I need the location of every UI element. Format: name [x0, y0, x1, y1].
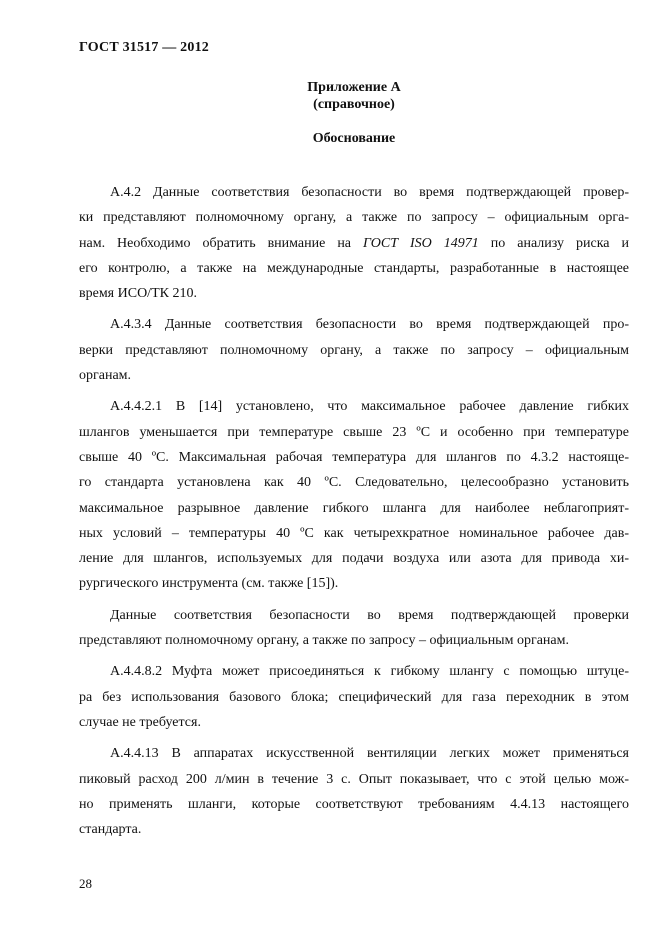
- paragraph-line: шлангов уменьшается при температуре свыше 23 ºС и особенно при температуре: [79, 424, 629, 440]
- paragraph-line: ки представляют полномочному органу, а также по запросу – официальным орга-: [79, 210, 629, 226]
- paragraph: [79, 312, 629, 388]
- paragraph-line: [79, 231, 629, 256]
- paragraph-line: пиковый расход 200 л/мин в течение 3 с. Опыт показывает, что с этой целью мож-: [79, 771, 629, 787]
- paragraph-line: представляют полномочному органу, а также по запросу – официальным органам.: [79, 633, 569, 649]
- page-number: 28: [79, 876, 92, 891]
- paragraph-line: А.4.2 Данные соответствия безопасности во время подтверждающей провер-: [110, 185, 629, 200]
- section-title: Обоснование: [312, 131, 396, 146]
- line-segment: по анализу риска и: [478, 235, 629, 251]
- paragraph: [79, 180, 629, 306]
- paragraph: [79, 394, 629, 596]
- document-code: ГОСТ 31517 — 2012: [79, 40, 209, 55]
- paragraph-line: ление для шлангов, используемых для подачи воздуха или азота для привода хи-: [79, 551, 629, 567]
- paragraph-line: максимальное разрывное давление гибкого шланга для наиболее неблагоприят-: [79, 500, 629, 516]
- paragraph-line: А.4.4.8.2 Муфта может присоединяться к гибкому шлангу с помощью штуце-: [110, 664, 629, 680]
- paragraph: [79, 659, 629, 735]
- standard-reference: ГОСТ ISO 14971: [363, 235, 479, 251]
- paragraph-line: верки представляют полномочному органу, а также по запросу – официальным: [79, 342, 629, 358]
- body-text: [79, 180, 629, 848]
- paragraph-line: го стандарта установлена как 40 ºС. Следовательно, целесообразно установить: [79, 475, 629, 491]
- paragraph-line: органам.: [79, 368, 132, 384]
- paragraph: [79, 741, 629, 842]
- appendix-title: Приложение А: [307, 80, 401, 95]
- paragraph-line: его контролю, а также на международные стандарты, разработанные в настоящее: [79, 260, 629, 276]
- paragraph-line: А.4.4.2.1 В [14] установлено, что максимальное рабочее давление гибких: [110, 399, 629, 415]
- paragraph-line: но применять шланги, которые соответствуют требованиям 4.4.13 настоящего: [79, 796, 629, 812]
- line-segment: нам. Необходимо обратить внимание на: [79, 235, 364, 251]
- paragraph-line: ра без использования базового блока; специфический для газа переходник в этом: [79, 689, 629, 705]
- paragraph: [79, 603, 629, 654]
- paragraph-line: случае не требуется.: [79, 714, 201, 730]
- paragraph-line: время ИСО/ТК 210.: [79, 286, 197, 302]
- paragraph-line: свыше 40 ºС. Максимальная рабочая температура для шлангов по 4.3.2 настояще-: [79, 449, 629, 465]
- paragraph-line: рургического инструмента (см. также [15]).: [79, 576, 339, 592]
- paragraph-line: А.4.3.4 Данные соответствия безопасности во время подтверждающей про-: [110, 317, 629, 333]
- paragraph-line: ных условий – температуры 40 ºС как четырехкратное номинальное рабочее дав-: [79, 525, 629, 541]
- appendix-subtitle: (справочное): [313, 97, 395, 112]
- paragraph-line: Данные соответствия безопасности во время подтверждающей проверки: [110, 607, 629, 623]
- paragraph-line: А.4.4.13 В аппаратах искусственной вентиляции легких может применяться: [110, 746, 629, 762]
- paragraph-line: стандарта.: [79, 822, 142, 838]
